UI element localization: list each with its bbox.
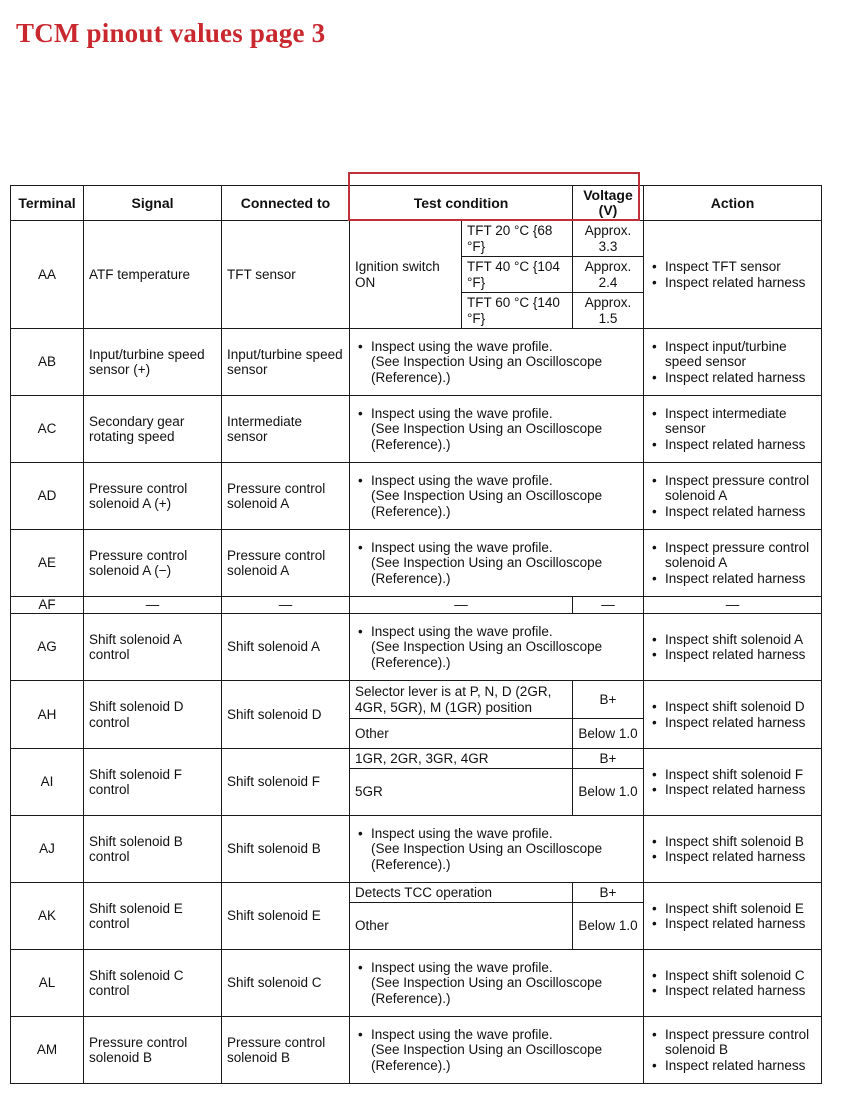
subcondition-cell: 1GR, 2GR, 3GR, 4GR xyxy=(350,749,573,769)
signal-cell: Shift solenoid E control xyxy=(84,883,222,950)
table-row xyxy=(11,614,822,681)
table-row xyxy=(11,329,822,396)
action-cell: • Inspect shift solenoid A • Inspect related harness xyxy=(644,614,822,681)
subcondition-cell: TFT 20 °C {68 °F} xyxy=(462,221,573,257)
condition-cell: • Inspect using the wave profile. (See Inspection Using an Oscilloscope (Reference).) xyxy=(350,396,644,463)
signal-cell: Secondary gear rotating speed xyxy=(84,396,222,463)
table-row xyxy=(11,221,822,257)
subcondition-cell: Other xyxy=(350,903,573,950)
subcondition-cell: TFT 60 °C {140 °F} xyxy=(462,293,573,329)
table-row xyxy=(11,883,822,903)
voltage-cell: B+ xyxy=(573,883,644,903)
header-action: Action xyxy=(644,186,822,221)
header-row xyxy=(11,186,822,221)
subcondition-cell: Other xyxy=(350,719,573,749)
connected-cell: Shift solenoid D xyxy=(222,681,350,749)
terminal-cell: AE xyxy=(11,530,84,597)
terminal-cell: AI xyxy=(11,749,84,816)
subcondition-cell: Detects TCC operation xyxy=(350,883,573,903)
voltage-cell: Approx. 2.4 xyxy=(573,257,644,293)
signal-cell: Shift solenoid A control xyxy=(84,614,222,681)
condition-cell: • Inspect using the wave profile. (See Inspection Using an Oscilloscope (Reference).) xyxy=(350,816,644,883)
voltage-cell: Below 1.0 xyxy=(573,903,644,950)
table-row xyxy=(11,396,822,463)
action-cell: • Inspect intermediate sensor • Inspect related harness xyxy=(644,396,822,463)
header-voltage: Voltage (V) xyxy=(573,186,644,221)
condition-cell: • Inspect using the wave profile. (See Inspection Using an Oscilloscope (Reference).) xyxy=(350,329,644,396)
table-row xyxy=(11,597,822,614)
action-cell: • Inspect input/turbine speed sensor • Inspect related harness xyxy=(644,329,822,396)
table-row xyxy=(11,950,822,1017)
header-connected-to: Connected to xyxy=(222,186,350,221)
action-cell: • Inspect shift solenoid F • Inspect related harness xyxy=(644,749,822,816)
condition-cell: • Inspect using the wave profile. (See Inspection Using an Oscilloscope (Reference).) xyxy=(350,950,644,1017)
condition-cell: • Inspect using the wave profile. (See Inspection Using an Oscilloscope (Reference).) xyxy=(350,614,644,681)
voltage-cell: Below 1.0 xyxy=(573,719,644,749)
connected-cell: Shift solenoid B xyxy=(222,816,350,883)
signal-cell: Shift solenoid C control xyxy=(84,950,222,1017)
connected-cell: — xyxy=(222,597,350,614)
signal-cell: Pressure control solenoid B xyxy=(84,1017,222,1084)
connected-cell: Shift solenoid E xyxy=(222,883,350,950)
connected-cell: Shift solenoid C xyxy=(222,950,350,1017)
signal-cell: Shift solenoid F control xyxy=(84,749,222,816)
condition-cell: — xyxy=(350,597,573,614)
connected-cell: Pressure control solenoid A xyxy=(222,463,350,530)
voltage-cell: — xyxy=(573,597,644,614)
terminal-cell: AH xyxy=(11,681,84,749)
signal-cell: Pressure control solenoid A (−) xyxy=(84,530,222,597)
connected-cell: Shift solenoid F xyxy=(222,749,350,816)
terminal-cell: AD xyxy=(11,463,84,530)
voltage-cell: B+ xyxy=(573,749,644,769)
signal-cell: — xyxy=(84,597,222,614)
page-title: TCM pinout values page 3 xyxy=(16,18,326,48)
action-cell: • Inspect shift solenoid E • Inspect related harness xyxy=(644,883,822,950)
table-row xyxy=(11,749,822,769)
subcondition-cell: 5GR xyxy=(350,769,573,816)
connected-cell: Shift solenoid A xyxy=(222,614,350,681)
terminal-cell: AM xyxy=(11,1017,84,1084)
pinout-table xyxy=(10,185,822,1084)
action-cell: — xyxy=(644,597,822,614)
table-row xyxy=(11,681,822,719)
connected-cell: Input/turbine speed sensor xyxy=(222,329,350,396)
terminal-cell: AL xyxy=(11,950,84,1017)
voltage-cell: Approx. 1.5 xyxy=(573,293,644,329)
voltage-cell: B+ xyxy=(573,681,644,719)
voltage-cell: Below 1.0 xyxy=(573,769,644,816)
condition-cell: • Inspect using the wave profile. (See Inspection Using an Oscilloscope (Reference).) xyxy=(350,463,644,530)
connected-cell: Pressure control solenoid B xyxy=(222,1017,350,1084)
condition-cell: • Inspect using the wave profile. (See Inspection Using an Oscilloscope (Reference).) xyxy=(350,530,644,597)
terminal-cell: AJ xyxy=(11,816,84,883)
condition-cell: Ignition switch ON xyxy=(350,221,462,329)
header-test-condition: Test condition xyxy=(350,186,573,221)
table-row xyxy=(11,530,822,597)
subcondition-cell: TFT 40 °C {104 °F} xyxy=(462,257,573,293)
connected-cell: TFT sensor xyxy=(222,221,350,329)
connected-cell: Intermediate sensor xyxy=(222,396,350,463)
signal-cell: Pressure control solenoid A (+) xyxy=(84,463,222,530)
terminal-cell: AG xyxy=(11,614,84,681)
action-cell: • Inspect pressure control solenoid A • Inspect related harness xyxy=(644,463,822,530)
action-cell: • Inspect TFT sensor • Inspect related harness xyxy=(644,221,822,329)
signal-cell: ATF temperature xyxy=(84,221,222,329)
condition-cell: • Inspect using the wave profile. (See Inspection Using an Oscilloscope (Reference).) xyxy=(350,1017,644,1084)
terminal-cell: AK xyxy=(11,883,84,950)
table-row xyxy=(11,463,822,530)
action-cell: • Inspect pressure control solenoid B • Inspect related harness xyxy=(644,1017,822,1084)
connected-cell: Pressure control solenoid A xyxy=(222,530,350,597)
signal-cell: Shift solenoid D control xyxy=(84,681,222,749)
terminal-cell: AA xyxy=(11,221,84,329)
subcondition-cell: Selector lever is at P, N, D (2GR, 4GR, 5GR), M (1GR) position xyxy=(350,681,573,719)
table-row xyxy=(11,1017,822,1084)
table-row xyxy=(11,816,822,883)
voltage-cell: Approx. 3.3 xyxy=(573,221,644,257)
header-signal: Signal xyxy=(84,186,222,221)
action-cell: • Inspect pressure control solenoid A • Inspect related harness xyxy=(644,530,822,597)
signal-cell: Input/turbine speed sensor (+) xyxy=(84,329,222,396)
signal-cell: Shift solenoid B control xyxy=(84,816,222,883)
action-cell: • Inspect shift solenoid D • Inspect related harness xyxy=(644,681,822,749)
terminal-cell: AF xyxy=(11,597,84,614)
terminal-cell: AC xyxy=(11,396,84,463)
terminal-cell: AB xyxy=(11,329,84,396)
header-terminal: Terminal xyxy=(11,186,84,221)
action-cell: • Inspect shift solenoid C • Inspect related harness xyxy=(644,950,822,1017)
action-cell: • Inspect shift solenoid B • Inspect related harness xyxy=(644,816,822,883)
